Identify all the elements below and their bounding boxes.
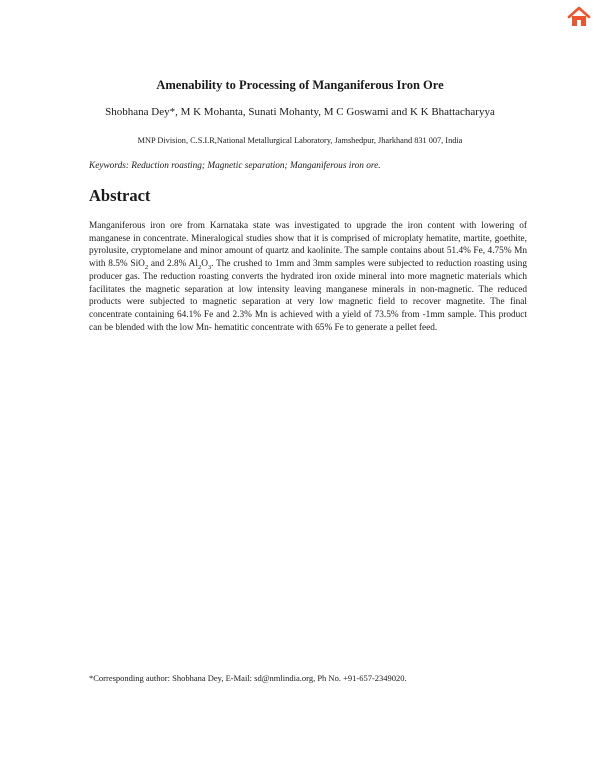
home-icon (566, 4, 592, 30)
paper-title: Amenability to Processing of Manganiferous Iron Ore (156, 78, 444, 92)
corresponding-author-footnote: *Corresponding author: Shobhana Dey, E-Mail: sd@nmlindia.org, Ph No. +91-657-2349020. (89, 673, 407, 683)
abstract-text: and 2.8% Al (148, 259, 198, 270)
abstract-text: Manganiferous iron ore from Karnataka state was investigated to upgrade the iron content with lowering of manganese in concentrate. Mineralogical studies show that it is comprised of microplaty hematite, martite, goethite, pyrolusite, cryptomelane and minor amount of quartz and kaolinite. The sample contains about 51.4% Fe, 4.75% Mn with 8.5% SiO (89, 221, 527, 270)
author-list: Shobhana Dey*, M K Mohanta, Sunati Mohanty, M C Goswami and K K Bhattacharyya (105, 106, 495, 118)
abstract-text: O (201, 259, 208, 270)
subscript: 3 (207, 263, 212, 271)
abstract-heading: Abstract (89, 186, 151, 205)
keywords: Keywords: Reduction roasting; Magnetic separation; Manganiferous iron ore. (89, 161, 381, 171)
home-button[interactable] (566, 4, 592, 30)
subscript: 2 (197, 263, 202, 271)
abstract-text: . The crushed to 1mm and 3mm samples were subjected to reduction roasting using producer gas. The reduction roasting converts the hydrated iron oxide mineral into more magnetic materials which facilitates the magnetic separation at low intensity leaving manganese minerals in non-magnetic. The reduced products were subjected to magnetic separation at very low magnetic field to recover magnetite. The final concentrate containing 64.1% Fe and 2.3% Mn is achieved with a yield of 73.5% from -1mm sample. This product can be blended with the low Mn- hematitic concentrate with 65% Fe to generate a pellet feed. (89, 259, 527, 333)
affiliation: MNP Division, C.S.I.R,National Metallurgical Laboratory, Jamshedpur, Jharkhand 831 007, India (137, 136, 463, 145)
abstract-body (89, 220, 527, 334)
subscript: 2 (144, 263, 149, 271)
